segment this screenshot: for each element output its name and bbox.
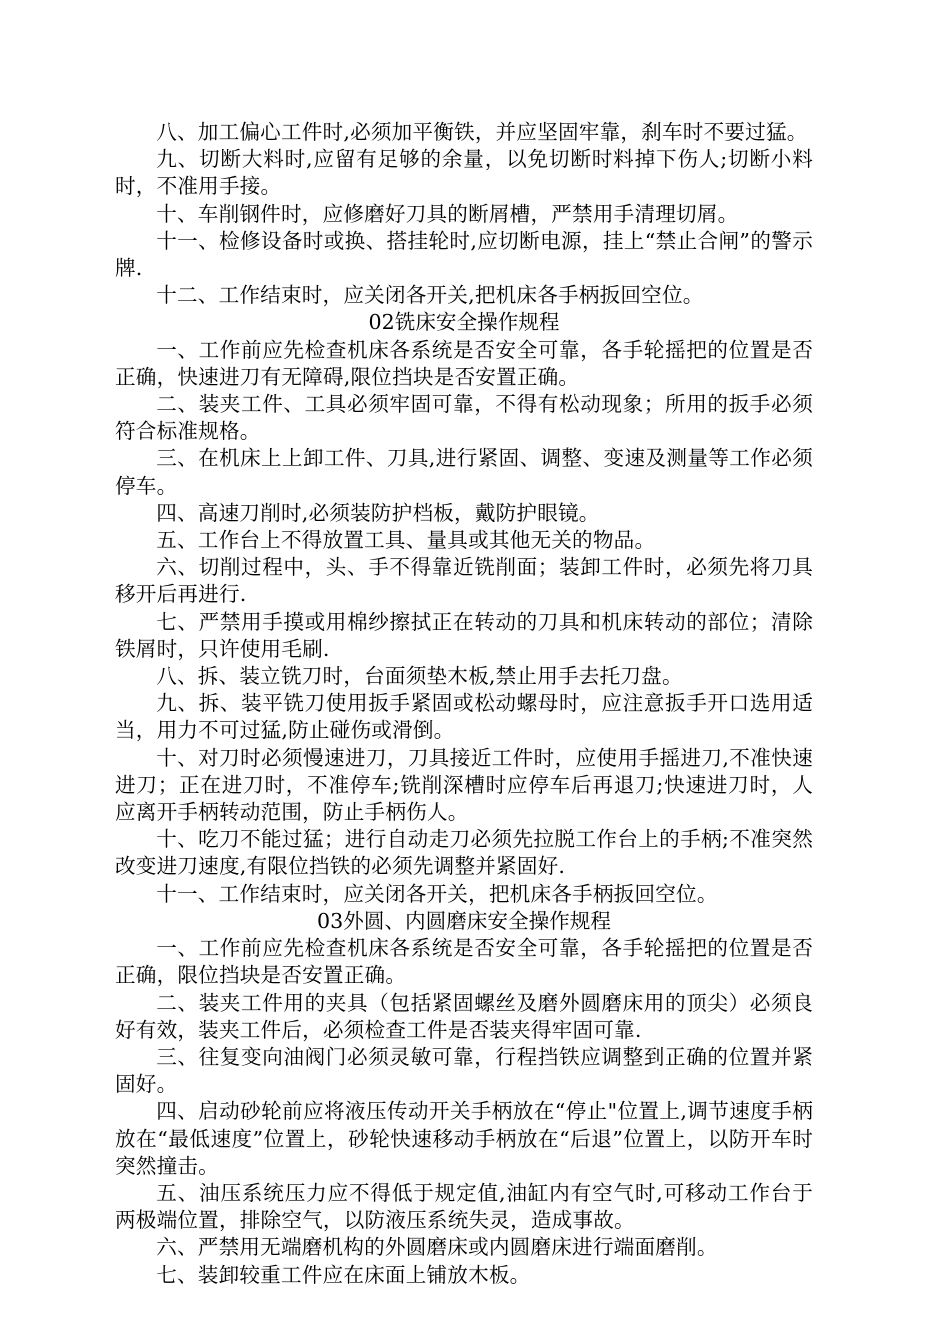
paragraph-grinding-1: 一、工作前应先检查机床各系统是否安全可靠，各手轮摇把的位置是否正确，限位挡块是否安置正确。	[115, 936, 813, 988]
paragraph-milling-3: 三、在机床上上卸工件、刀具,进行紧固、调整、变速及测量等工作必须停车。	[115, 446, 813, 498]
paragraph-milling-4: 四、高速刀削时,必须装防护档板，戴防护眼镜。	[156, 500, 600, 525]
paragraph-lathe-10: 十、车削钢件时，应修磨好刀具的断屑槽，严禁用手清理切屑。	[156, 201, 739, 226]
paragraph-lathe-11: 十一、检修设备时或换、搭挂轮时,应切断电源，挂上“禁止合闸”的警示牌.	[115, 228, 813, 281]
paragraph-lathe-8: 八、加工偏心工件时,必须加平衡铁，并应坚固牢靠，刹车时不要过猛。	[156, 120, 808, 144]
paragraph-milling-10: 十、对刀时必须慢速进刀，刀具接近工件时，应使用手摇进刀,不准快速进刀；正在进刀时，不准停车;铣削深槽时应停车后再退刀;快速进刀时，人应离开手柄转动范围，防止手柄伤人。	[115, 745, 813, 825]
paragraph-grinding-3: 三、往复变向油阀门必须灵敏可靠，行程挡铁应调整到正确的位置并紧固好。	[115, 1044, 813, 1097]
paragraph-lathe-9: 九、切断大料时,应留有足够的余量，以免切断时料掉下伤人;切断小料时，不准用手接。	[115, 147, 813, 199]
paragraph-milling-6: 六、切削过程中，头、手不得靠近铣削面；装卸工件时，必须先将刀具移开后再进行.	[115, 555, 813, 607]
paragraph-milling-8: 八、拆、装立铣刀时，台面须垫木板,禁止用手去托刀盘。	[156, 664, 683, 689]
paragraph-grinding-5: 五、油压系统压力应不得低于规定值,油缸内有空气时,可移动工作台于两极端位置，排除空气，以防液压系统失灵，造成事故。	[115, 1180, 813, 1233]
paragraph-lathe-12: 十二、工作结束时，应关闭各开关,把机床各手柄扳回空位。	[156, 283, 704, 308]
document-body	[115, 119, 813, 1289]
paragraph-milling-9: 九、拆、装平铣刀使用扳手紧固或松动螺母时，应注意扳手开口选用适当，用力不可过猛,防止碰伤或滑倒。	[115, 691, 813, 743]
paragraph-milling-1: 一、工作前应先检查机床各系统是否安全可靠，各手轮摇把的位置是否正确，快速进刀有无障碍,限位挡块是否安置正确。	[115, 337, 813, 389]
paragraph-milling-11: 十一、工作结束时，应关闭各开关，把机床各手柄扳回空位。	[156, 881, 718, 906]
section-heading-grinding: 03外圆、内圆磨床安全操作规程	[317, 908, 611, 933]
paragraph-grinding-6: 六、严禁用无端磨机构的外圆磨床或内圆磨床进行端面磨削。	[156, 1235, 718, 1260]
section-heading-milling: 02铣床安全操作规程	[368, 310, 560, 335]
paragraph-grinding-4: 四、启动砂轮前应将液压传动开关手柄放在“停止"位置上,调节速度手柄放在“最低速度”位置上，砂轮快速移动手柄放在“后退”位置上，以防开车时突然撞击。	[115, 1099, 813, 1178]
paragraph-grinding-2: 二、装夹工件用的夹具（包括紧固螺丝及磨外圆磨床用的顶尖）必须良好有效，装夹工件后，必须检查工件是否装夹得牢固可靠.	[115, 990, 813, 1042]
paragraph-milling-10b: 十、吃刀不能过猛；进行自动走刀必须先拉脱工作台上的手柄;不准突然改变进刀速度,有限位挡铁的必须先调整并紧固好.	[115, 827, 813, 879]
paragraph-milling-5: 五、工作台上不得放置工具、量具或其他无关的物品。	[156, 528, 656, 553]
paragraph-milling-7: 七、严禁用手摸或用棉纱擦拭正在转动的刀具和机床转动的部位；清除铁屑时，只许使用毛刷.	[115, 609, 813, 661]
paragraph-grinding-7: 七、装卸较重工件应在床面上铺放木板。	[156, 1262, 531, 1287]
paragraph-milling-2: 二、装夹工件、工具必须牢固可靠，不得有松动现象；所用的扳手必须符合标准规格。	[115, 392, 813, 444]
